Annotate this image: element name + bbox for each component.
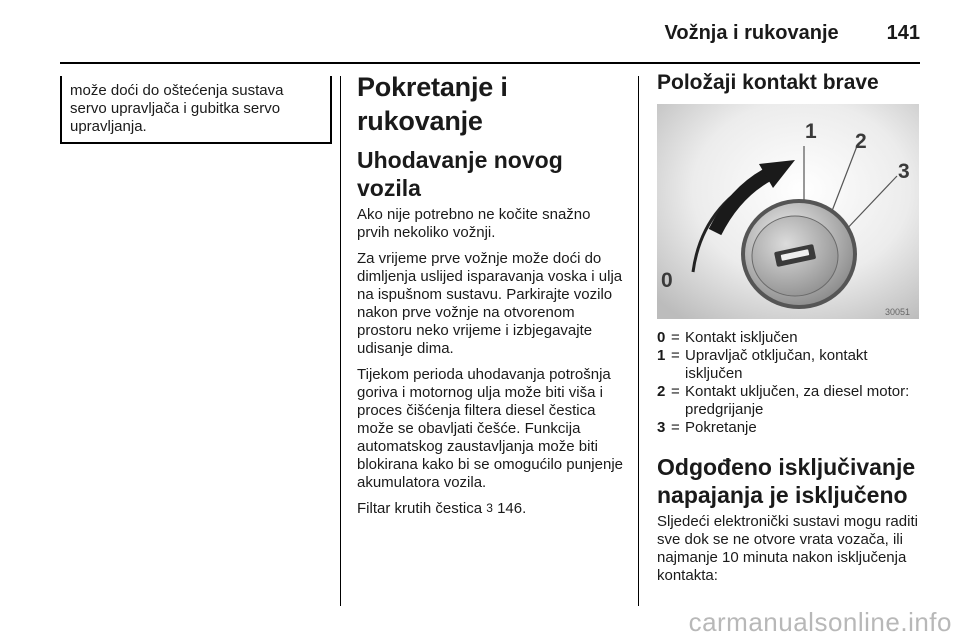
- paragraph: Ako nije potrebno ne kočite snažno prvih nekoliko vožnji.: [357, 206, 591, 241]
- page-header: [665, 16, 921, 50]
- column-divider: [340, 76, 341, 606]
- legend-key: 0: [657, 329, 666, 346]
- position-label-3: 3: [898, 160, 910, 183]
- section-heading: Odgođeno isključivanje napajanja je isključeno: [657, 454, 916, 508]
- reference-text: Filtar krutih čestica: [357, 500, 483, 517]
- cross-reference[interactable]: [357, 500, 627, 518]
- position-label-0: 0: [661, 269, 673, 292]
- legend-text: Kontakt uključen, za diesel motor: predgrijanje: [685, 383, 910, 418]
- legend-key: 3: [657, 419, 666, 436]
- legend-item: [657, 329, 925, 347]
- column-2: [357, 70, 627, 526]
- legend-key: 2: [657, 383, 666, 400]
- legend-equals: =: [671, 347, 680, 364]
- legend-item: [657, 347, 925, 383]
- reference-page: 146.: [497, 500, 527, 517]
- legend-equals: =: [671, 383, 680, 400]
- legend-text: Upravljač otključan, kontakt isključen: [685, 347, 868, 382]
- figure-code: 30051: [885, 307, 911, 317]
- ignition-lock-icon: [657, 104, 919, 319]
- legend-item: [657, 383, 925, 419]
- legend-item: [657, 419, 925, 437]
- position-label-2: 2: [855, 130, 867, 153]
- page-number: 141: [886, 21, 920, 44]
- paragraph: Sljedeći elektronički sustavi mogu raditi sve dok se ne otvore vrata vozača, ili najmanje 10 minuta nakon isključenja kontakta:: [657, 513, 918, 584]
- chapter-heading: Pokretanje i rukovanje: [357, 72, 508, 136]
- column-divider: [638, 76, 639, 606]
- column-3: [657, 70, 925, 593]
- section-heading: Uhodavanje novog vozila: [357, 147, 563, 201]
- legend-list: [657, 329, 925, 437]
- paragraph: Tijekom perioda uhodavanja potrošnja goriva i motornog ulja može biti viša i proces čišćenja filtera diesel čestica može se obavljati češće. Funkcija automatskog zaustavljanja može biti blokirana kako bi se omogućilo punjenje akumulatora vozila.: [357, 366, 624, 491]
- legend-text: Kontakt isključen: [685, 329, 798, 346]
- legend-equals: =: [671, 329, 680, 346]
- ignition-lock-figure: [657, 104, 919, 319]
- position-label-1: 1: [805, 120, 817, 143]
- paragraph: Za vrijeme prve vožnje može doći do dimljenja uslijed isparavanja voska i ulja na ispušnom sustavu. Parkirajte vozilo nakon prve vožnje na otvorenom prostoru neko vrijeme i izbjegavajte udisanje dima.: [357, 250, 623, 357]
- legend-text: Pokretanje: [685, 419, 757, 436]
- warning-box: [60, 76, 332, 144]
- section-title: Vožnja i rukovanje: [664, 21, 839, 44]
- watermark: carmanualsonline.info: [688, 607, 952, 637]
- reference-arrow-icon: 3: [486, 501, 493, 515]
- legend-equals: =: [671, 419, 680, 436]
- warning-text: može doći do oštećenja sustava servo upravljača i gubitka servo upravljanja.: [70, 82, 284, 135]
- legend-key: 1: [657, 347, 666, 364]
- header-rule: [60, 62, 920, 64]
- section-heading: Položaji kontakt brave: [657, 71, 879, 94]
